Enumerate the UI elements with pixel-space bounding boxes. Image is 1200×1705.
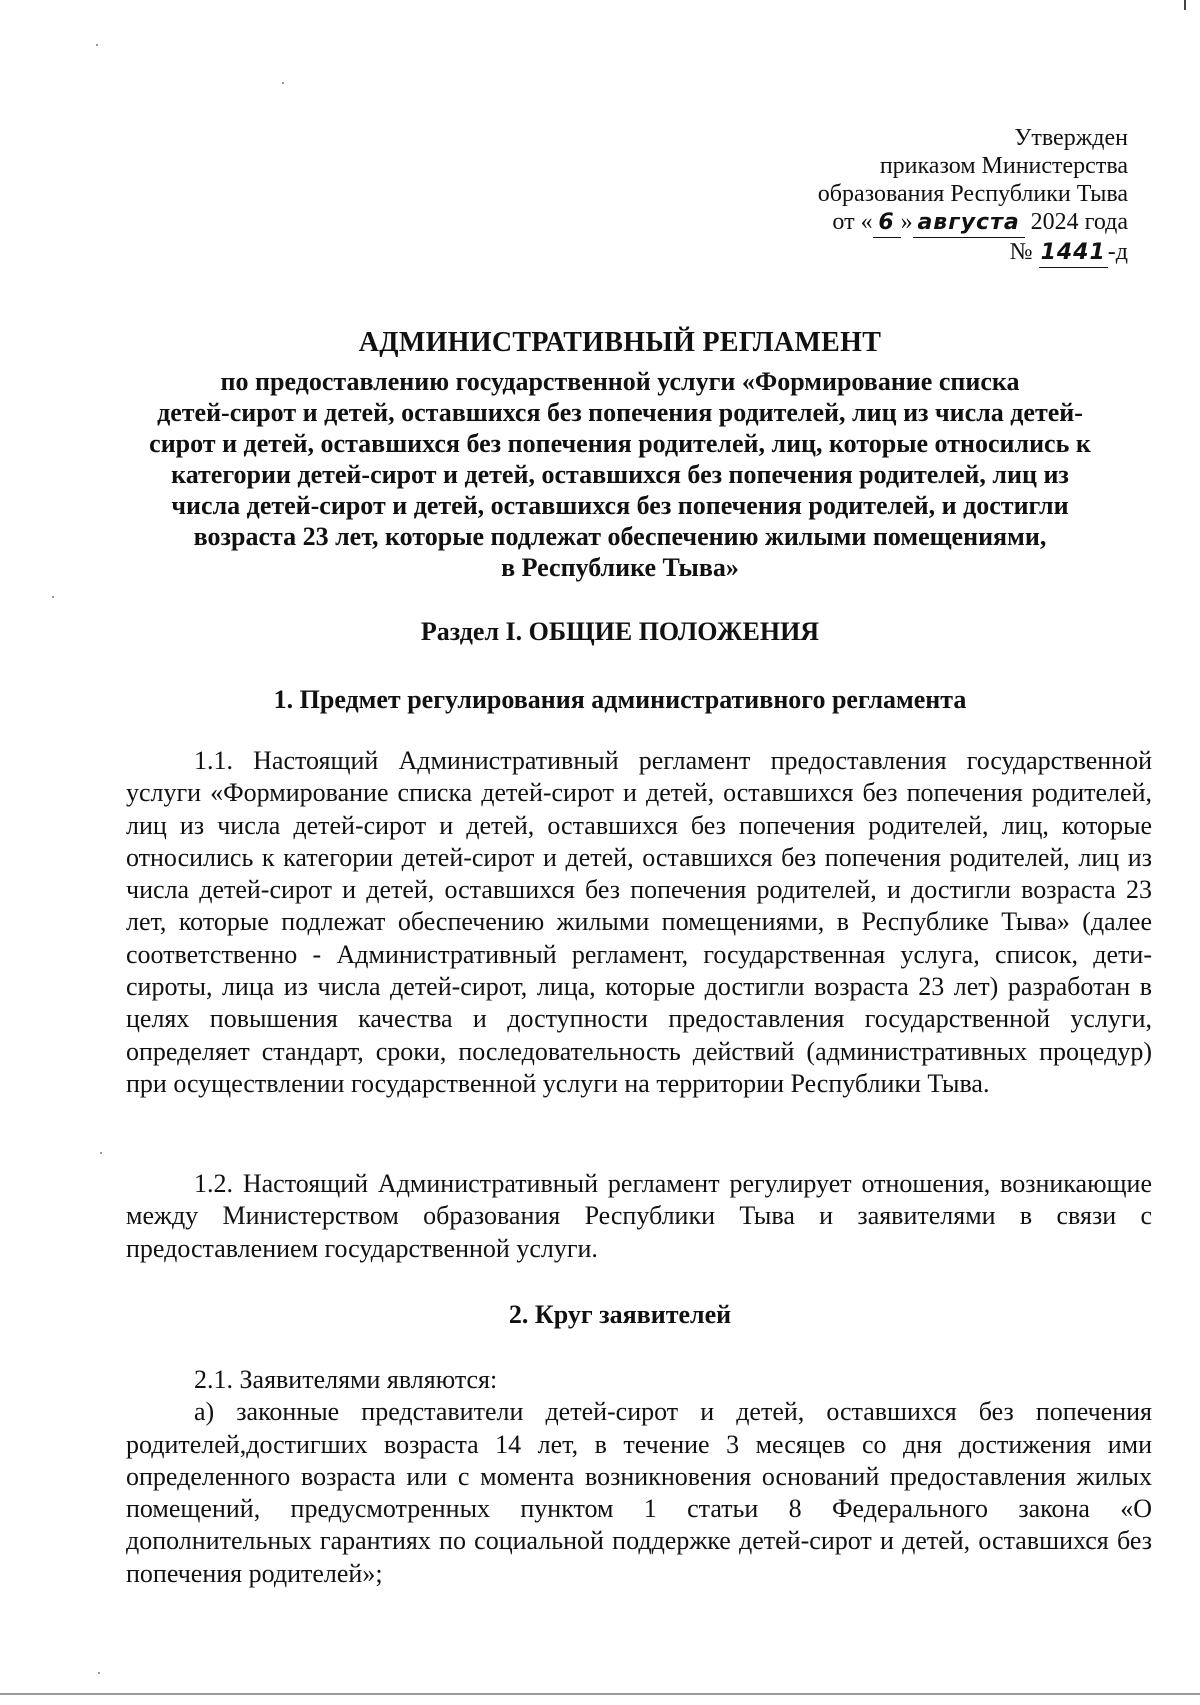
paragraph-text: а) законные представители детей-сирот и детей, оставшихся без попечения родителей,достигших возраста 14 лет, в течение 3 месяцев со дня достижения ими определенного возраста или с момента возникновения оснований предоставления жилых помещений, предусмотренных пунктом 1 статьи 8 Федерального закона «О дополнительных гарантиях по социальной поддержке детей-сирот и детей, оставшихся без попечения родителей»; xyxy=(126,1397,1152,1588)
subsection-1-heading: 1. Предмет регулирования административного регламента xyxy=(273,685,967,714)
subsection-2-heading: 2. Круг заявителей xyxy=(508,1300,732,1329)
handwritten-month: августа xyxy=(913,209,1025,238)
document-title-block xyxy=(120,326,1120,583)
approval-block xyxy=(818,124,1128,268)
approval-number-line xyxy=(818,238,1128,268)
handwritten-number: 1441 xyxy=(1039,239,1108,268)
date-year: 2024 года xyxy=(1030,209,1128,235)
scan-artifact-dot xyxy=(96,44,98,46)
subtitle-line: числа детей-сирот и детей, оставшихся без попечения родителей, и достигли xyxy=(171,491,1069,520)
subtitle-line: детей-сирот и детей, оставшихся без попечения родителей, лиц из числа детей- xyxy=(157,398,1083,427)
scan-artifact-bottom-line xyxy=(0,1693,1200,1695)
paragraph-2-1 xyxy=(126,1364,1152,1590)
approval-line-1: Утвержден xyxy=(1014,125,1128,151)
subtitle-line: в Республике Тыва» xyxy=(501,553,739,582)
subtitle-line: по предоставлению государственной услуги «Формирование списка xyxy=(220,367,1020,396)
document-subtitle xyxy=(120,366,1120,583)
paragraph-text: 1.1. Настоящий Административный регламент предоставления государственной услуги «Формирование списка детей-сирот и детей, оставшихся без попечения родителей, лиц из числа детей-сирот и детей, оставшихся без попечения родителей, лиц, которые относились к категории детей-сирот и детей, оставшихся без попечения родителей, лиц из числа детей-сирот и детей, оставшихся без попечения родителей, и достигли возраста 23 лет, которые подлежат обеспечению жилыми помещениями, в Республике Тыва» (далее соответственно - Административный регламент, государственная услуга, список, дети-сироты, лица из числа детей-сирот, лица, которые достигли возраста 23 лет) разработан в целях повышения качества и доступности предоставления государственной услуги, определяет стандарт, сроки, последовательность действий (административных процедур) при осуществлении государственной услуги на территории Республики Тыва. xyxy=(126,746,1152,1098)
approval-line-2: приказом Министерства xyxy=(879,153,1128,179)
scan-artifact-dot xyxy=(52,596,54,598)
scan-artifact-dot xyxy=(282,82,284,84)
scan-artifact-tick xyxy=(1184,0,1186,10)
subtitle-line: категории детей-сирот и детей, оставшихся без попечения родителей, лиц из xyxy=(171,460,1069,489)
date-prefix: от « xyxy=(832,209,873,235)
paragraph-text: 1.2. Настоящий Административный регламент регулирует отношения, возникающие между Министерством образования Республики Тыва и заявителями в связи с предоставлением государственной услуги. xyxy=(126,1169,1152,1263)
number-suffix: -д xyxy=(1107,239,1128,265)
approval-line-3: образования Республики Тыва xyxy=(817,181,1128,207)
number-prefix: № xyxy=(1009,239,1033,265)
subtitle-line: сирот и детей, оставшихся без попечения родителей, лиц, которые относились к xyxy=(149,429,1091,458)
subtitle-line: возраста 23 лет, которые подлежат обеспечению жилыми помещениями, xyxy=(193,522,1047,551)
paragraph-text: 2.1. Заявителями являются: xyxy=(194,1365,498,1394)
handwritten-day: 6 xyxy=(873,209,901,238)
paragraph-1-2 xyxy=(126,1168,1152,1265)
approval-date-line xyxy=(818,208,1128,238)
date-mid: » xyxy=(900,209,913,235)
scan-artifact-dot xyxy=(100,1152,102,1154)
paragraph-1-1 xyxy=(126,745,1152,1100)
document-title: АДМИНИСТРАТИВНЫЙ РЕГЛАМЕНТ xyxy=(358,327,882,358)
scan-artifact-dot xyxy=(98,1672,100,1674)
section-1-heading: Раздел I. ОБЩИЕ ПОЛОЖЕНИЯ xyxy=(420,617,820,646)
